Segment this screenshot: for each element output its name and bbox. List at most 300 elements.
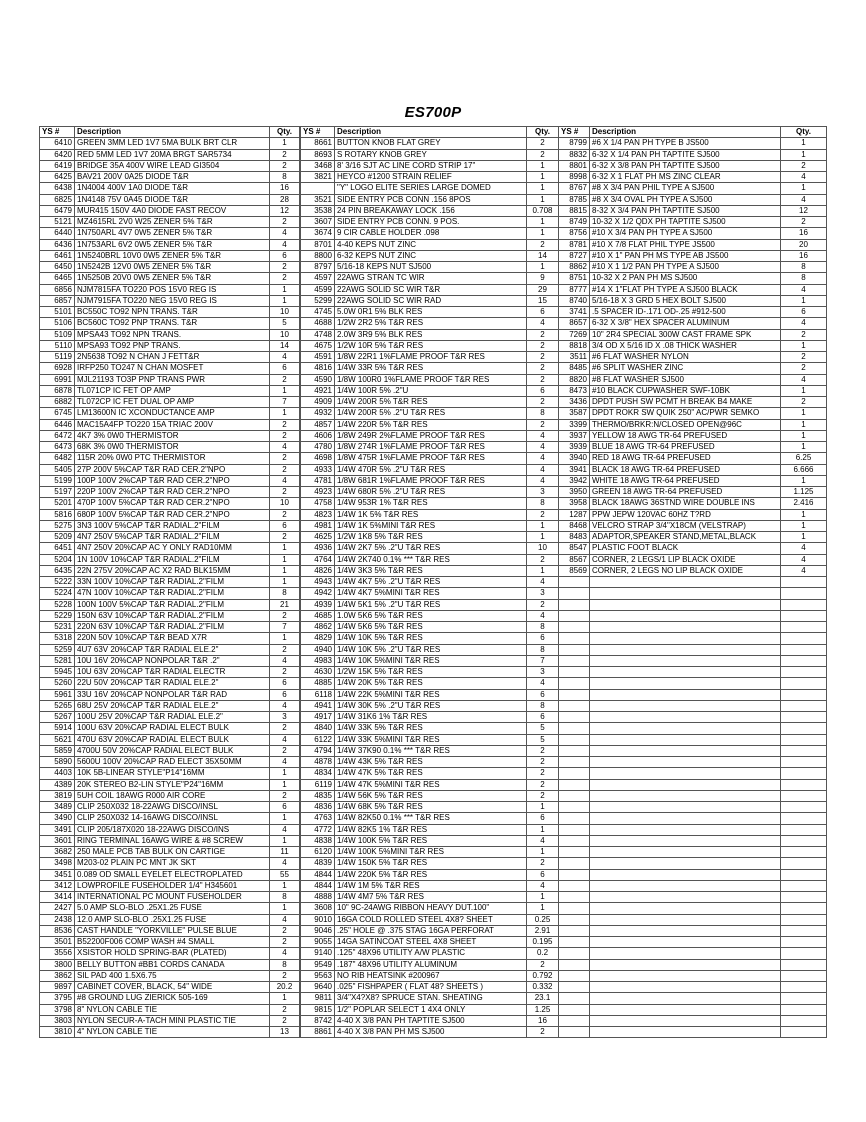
table-row: [40, 892, 300, 903]
quantity: 1: [527, 262, 559, 273]
ys-number: 4688: [301, 318, 335, 329]
ys-number: 5224: [40, 588, 75, 599]
ys-number: [559, 869, 590, 880]
quantity: 28: [270, 194, 300, 205]
part-description: 5.0 AMP SLO-BLO .25X1.25 FUSE: [75, 903, 270, 914]
quantity: 1.125: [781, 487, 827, 498]
table-row: [301, 217, 559, 228]
ys-number: 8801: [559, 160, 590, 171]
table-row: [40, 982, 300, 993]
table-row: [559, 228, 827, 239]
part-description: SIL PAD 400 1.5X6.75: [75, 970, 270, 981]
part-description: 6-32 X 1 FLAT PH MS ZINC CLEAR: [590, 172, 781, 183]
table-row: [40, 194, 300, 205]
quantity: 6: [781, 307, 827, 318]
quantity: 2: [270, 1004, 300, 1015]
part-description: TL071CP IC FET OP AMP: [75, 385, 270, 396]
table-row: [40, 329, 300, 340]
empty-row: [559, 588, 827, 599]
quantity: 4: [781, 543, 827, 554]
part-description: 1/2W 15K 5% T&R RES: [335, 667, 527, 678]
parts-table-2: [300, 126, 559, 1038]
quantity: 4: [527, 430, 559, 441]
table-row: [301, 453, 559, 464]
part-description: [590, 802, 781, 813]
ys-number: 3940: [559, 453, 590, 464]
part-description: NO RIB HEATSINK #200967: [335, 970, 527, 981]
quantity: 6.25: [781, 453, 827, 464]
table-row: [301, 914, 559, 925]
part-description: [590, 937, 781, 948]
quantity: [781, 588, 827, 599]
table-row: [559, 205, 827, 216]
part-description: 22AWG SOLID SC WIR T&R: [335, 284, 527, 295]
quantity: 11: [270, 847, 300, 858]
quantity: 2: [270, 262, 300, 273]
part-description: 1/4W 10K 5% .2"U T&R RES: [335, 644, 527, 655]
quantity: 4: [781, 284, 827, 295]
quantity: 0.708: [527, 205, 559, 216]
part-description: 4-40 X 3/8 PAN PH TAPTITE SJ500: [335, 1015, 527, 1026]
ys-number: [559, 577, 590, 588]
quantity: 12: [781, 205, 827, 216]
quantity: 5: [527, 734, 559, 745]
table-row: [301, 970, 559, 981]
ys-number: [559, 1027, 590, 1038]
quantity: 1: [527, 520, 559, 531]
ys-number: 9140: [301, 948, 335, 959]
empty-row: [559, 610, 827, 621]
ys-number: 6438: [40, 183, 75, 194]
quantity: 2: [270, 970, 300, 981]
table-row: [559, 307, 827, 318]
part-description: 1/4W 1M 5% T&R RES: [335, 880, 527, 891]
part-description: DPDT ROKR SW QUIK 250" AC/PWR SEMKO: [590, 408, 781, 419]
table-row: [301, 295, 559, 306]
ys-number: 8567: [559, 554, 590, 565]
table-row: [301, 194, 559, 205]
part-description: 1/4W 33K 5%MINI T&R RES: [335, 734, 527, 745]
quantity: 4: [270, 239, 300, 250]
table-row: [301, 757, 559, 768]
ys-number: [559, 993, 590, 1004]
qty-header: Qty.: [781, 127, 827, 138]
part-description: 3N3 100V 5%CAP T&R RADIAL.2"FILM: [75, 520, 270, 531]
part-description: 1/4W 100R 5% .2"U: [335, 385, 527, 396]
ys-number: 2438: [40, 914, 75, 925]
quantity: 1: [270, 295, 300, 306]
table-row: [40, 745, 300, 756]
part-description: 4K7 3% 0W0 THERMISTOR: [75, 430, 270, 441]
empty-row: [559, 723, 827, 734]
ys-number: [559, 824, 590, 835]
part-description: 4N7 250V 20%CAP AC Y ONLY RAD10MM: [75, 543, 270, 554]
part-description: [590, 790, 781, 801]
ys-number: 3414: [40, 892, 75, 903]
ys-number: 4764: [301, 554, 335, 565]
quantity: 4: [781, 554, 827, 565]
ys-number: 5405: [40, 464, 75, 475]
part-description: 1/2W 10R 5% T&R RES: [335, 340, 527, 351]
empty-row: [559, 644, 827, 655]
ys-number: 8815: [559, 205, 590, 216]
part-description: 1/4W 3K3 5% T&R RES: [335, 565, 527, 576]
part-description: 1/4W 4K7 5% .2"U T&R RES: [335, 577, 527, 588]
quantity: 2: [527, 397, 559, 408]
quantity: [781, 667, 827, 678]
table-row: [559, 295, 827, 306]
part-description: 1/2W 2R2 5% T&R RES: [335, 318, 527, 329]
table-row: [40, 487, 300, 498]
part-description: B52200F006 COMP WASH #4 SMALL: [75, 937, 270, 948]
table-row: [301, 340, 559, 351]
quantity: 12: [270, 205, 300, 216]
ys-number: 6472: [40, 430, 75, 441]
table-row: [301, 678, 559, 689]
part-description: 10" 2R4 SPECIAL 300W CAST FRAME SPK: [590, 329, 781, 340]
quantity: 2: [270, 745, 300, 756]
ys-number: 8820: [559, 374, 590, 385]
quantity: 1: [270, 543, 300, 554]
table-row: [559, 340, 827, 351]
part-description: 220N 63V 10%CAP T&R RADIAL.2"FILM: [75, 622, 270, 633]
quantity: 4: [527, 318, 559, 329]
quantity: 1: [270, 138, 300, 149]
table-row: [40, 374, 300, 385]
ys-number: 5121: [40, 217, 75, 228]
part-description: 1/4W 953R 1% T&R RES: [335, 498, 527, 509]
quantity: [781, 847, 827, 858]
part-description: 10K 5B-LINEAR STYLE"P14"16MM: [75, 768, 270, 779]
ys-number: 6745: [40, 408, 75, 419]
ys-number: 6450: [40, 262, 75, 273]
table-row: [559, 543, 827, 554]
part-description: BLACK 18 AWG TR-64 PREFUSED: [590, 464, 781, 475]
quantity: 6: [270, 250, 300, 261]
ys-number: 4772: [301, 824, 335, 835]
ys-number: 6119: [301, 779, 335, 790]
quantity: 1: [270, 768, 300, 779]
part-description: HEYCO #1200 STRAIN RELIEF: [335, 172, 527, 183]
table-row: [301, 712, 559, 723]
quantity: 1: [270, 779, 300, 790]
ys-number: 6479: [40, 205, 75, 216]
ys-number: 5197: [40, 487, 75, 498]
part-description: 1N5240BRL 10V0 0W5 ZENER 5% T&R: [75, 250, 270, 261]
ys-number: 3451: [40, 869, 75, 880]
quantity: 2.91: [527, 925, 559, 936]
table-row: [40, 779, 300, 790]
table-row: [301, 880, 559, 891]
quantity: [781, 577, 827, 588]
ys-number: [559, 914, 590, 925]
quantity: [781, 779, 827, 790]
quantity: [781, 633, 827, 644]
part-description: [590, 847, 781, 858]
table-row: [559, 408, 827, 419]
empty-row: [559, 667, 827, 678]
ys-number: 5231: [40, 622, 75, 633]
ys-number: 4698: [301, 453, 335, 464]
quantity: 2: [527, 599, 559, 610]
ys-number: 3862: [40, 970, 75, 981]
ys-number: [559, 835, 590, 846]
ys-number: 3674: [301, 228, 335, 239]
part-description: 3/4"X4?X8? SPRUCE STAN. SHEATING: [335, 993, 527, 1004]
ys-number: 5318: [40, 633, 75, 644]
table-row: [40, 352, 300, 363]
quantity: 2: [270, 509, 300, 520]
quantity: 2: [270, 925, 300, 936]
quantity: 1: [527, 172, 559, 183]
table-row: [40, 498, 300, 509]
ys-number: [559, 667, 590, 678]
ys-number: 2427: [40, 903, 75, 914]
ys-number: 9010: [301, 914, 335, 925]
part-description: [590, 768, 781, 779]
quantity: 4: [527, 577, 559, 588]
table-row: [301, 430, 559, 441]
quantity: 2: [527, 374, 559, 385]
quantity: 7: [270, 397, 300, 408]
part-description: BUTTON KNOB FLAT GREY: [335, 138, 527, 149]
quantity: 1: [527, 847, 559, 858]
quantity: 2: [270, 419, 300, 430]
ys-number: 4981: [301, 520, 335, 531]
ys-number: 6856: [40, 284, 75, 295]
table-row: [559, 374, 827, 385]
ys-number: 8832: [559, 149, 590, 160]
table-row: [301, 397, 559, 408]
quantity: 4: [527, 475, 559, 486]
part-description: 1/4W 20K 5% T&R RES: [335, 678, 527, 689]
empty-row: [559, 925, 827, 936]
part-description: 68U 25V 20%CAP T&R RADIAL ELE.2": [75, 700, 270, 711]
part-description: CLIP 205/187X020 18-22AWG DISCO/INS: [75, 824, 270, 835]
part-description: #8 X 3/4 OVAL PH TYPE A SJ500: [590, 194, 781, 205]
part-description: 47N 100V 10%CAP T&R RADIAL.2"FILM: [75, 588, 270, 599]
parts-column-2: [300, 126, 559, 1038]
table-row: [559, 262, 827, 273]
part-description: [590, 1004, 781, 1015]
ys-number: 4763: [301, 813, 335, 824]
quantity: 1: [781, 419, 827, 430]
table-row: [40, 633, 300, 644]
table-row: [301, 183, 559, 194]
part-description: BELLY BUTTON #BB1 CORDS CANADA: [75, 959, 270, 970]
part-description: CABINET COVER, BLACK, 54" WIDE: [75, 982, 270, 993]
quantity: 2: [527, 329, 559, 340]
part-description: 9 CIR CABLE HOLDER .098: [335, 228, 527, 239]
quantity: 7: [270, 622, 300, 633]
ys-number: 9640: [301, 982, 335, 993]
table-row: [301, 858, 559, 869]
part-description: 1/4W 47K 5% T&R RES: [335, 768, 527, 779]
part-description: SIDE ENTRY PCB CONN. 9 POS.: [335, 217, 527, 228]
part-description: 1/4W 37K90 0.1% *** T&R RES: [335, 745, 527, 756]
quantity: 1: [270, 903, 300, 914]
ys-number: [559, 599, 590, 610]
ys-number: [559, 925, 590, 936]
part-description: 10-32 X 2 PAN PH MS SJ500: [590, 273, 781, 284]
quantity: 2: [270, 937, 300, 948]
table-row: [559, 363, 827, 374]
ys-number: 7269: [559, 329, 590, 340]
ys-number: 6436: [40, 239, 75, 250]
ys-number: 5222: [40, 577, 75, 588]
ys-number: [559, 745, 590, 756]
table-row: [40, 712, 300, 723]
quantity: 1: [781, 295, 827, 306]
part-description: 1/4W 220K 5% T&R RES: [335, 869, 527, 880]
part-description: 1N 100V 10%CAP T&R RADIAL.2"FILM: [75, 554, 270, 565]
part-description: #10 X 1 1/2 PAN PH TYPE A SJ500: [590, 262, 781, 273]
empty-row: [559, 678, 827, 689]
ys-number: 8485: [559, 363, 590, 374]
quantity: 2: [527, 745, 559, 756]
quantity: [781, 1004, 827, 1015]
table-row: [559, 520, 827, 531]
ys-number: 8751: [559, 273, 590, 284]
ys-number: 3511: [559, 352, 590, 363]
table-row: [301, 565, 559, 576]
quantity: [781, 914, 827, 925]
table-row: [559, 397, 827, 408]
table-row: [40, 453, 300, 464]
quantity: 4: [781, 318, 827, 329]
part-description: 10U 16V 20%CAP NONPOLAR T&R .2": [75, 655, 270, 666]
ys-number: [559, 622, 590, 633]
quantity: 10: [270, 307, 300, 318]
table-row: [301, 937, 559, 948]
part-description: THERMO/BRKR:N/CLOSED OPEN@96C: [590, 419, 781, 430]
quantity: 7: [527, 655, 559, 666]
table-row: [40, 959, 300, 970]
table-row: [40, 993, 300, 1004]
ys-number: 8781: [559, 239, 590, 250]
empty-row: [559, 689, 827, 700]
table-row: [301, 993, 559, 1004]
table-row: [40, 385, 300, 396]
ys-number: 6991: [40, 374, 75, 385]
ys-number: 4940: [301, 644, 335, 655]
table-row: [40, 914, 300, 925]
empty-row: [559, 937, 827, 948]
part-description: 8' 3/16 SJT AC LINE CORD STRIP 17": [335, 160, 527, 171]
table-row: [559, 149, 827, 160]
ys-number: [559, 880, 590, 891]
quantity: 1: [781, 532, 827, 543]
empty-row: [559, 790, 827, 801]
table-row: [301, 509, 559, 520]
quantity: 20: [781, 239, 827, 250]
ys-number: 6118: [301, 689, 335, 700]
quantity: 2: [527, 352, 559, 363]
ys-number: 6465: [40, 273, 75, 284]
part-description: #10 BLACK CUPWASHER SWF-10BK: [590, 385, 781, 396]
ys-number: 4748: [301, 329, 335, 340]
empty-row: [559, 858, 827, 869]
ys-number: 4923: [301, 487, 335, 498]
part-description: 115R 20% 0W0 PTC THERMISTOR: [75, 453, 270, 464]
part-description: 12.0 AMP SLO-BLO .25X1.25 FUSE: [75, 914, 270, 925]
quantity: 2: [781, 160, 827, 171]
quantity: 14: [527, 250, 559, 261]
part-description: [590, 723, 781, 734]
ys-number: [559, 588, 590, 599]
quantity: 1: [527, 824, 559, 835]
ys-number: 8862: [559, 262, 590, 273]
ys-number: [559, 959, 590, 970]
table-row: [40, 790, 300, 801]
ys-number: 4878: [301, 757, 335, 768]
ys-number: 6419: [40, 160, 75, 171]
quantity: 2: [527, 509, 559, 520]
ys-number: 4781: [301, 475, 335, 486]
ys-number: 3821: [301, 172, 335, 183]
part-description: #6 SPLIT WASHER ZINC: [590, 363, 781, 374]
table-row: [301, 644, 559, 655]
part-description: [590, 757, 781, 768]
part-description: #10 X 1" PAN PH MS TYPE AB JS500: [590, 250, 781, 261]
table-row: [40, 689, 300, 700]
quantity: 1: [527, 217, 559, 228]
part-description: 250 MALE PCB TAB BULK ON CARTIGE: [75, 847, 270, 858]
quantity: 2: [781, 329, 827, 340]
part-description: 1N4004 400V 1A0 DIODE T&R: [75, 183, 270, 194]
table-row: [301, 487, 559, 498]
quantity: 3: [270, 712, 300, 723]
quantity: 2: [527, 419, 559, 430]
part-description: BRIDGE 35A 400V WIRE LEAD GI3504: [75, 160, 270, 171]
table-row: [40, 554, 300, 565]
ys-number: 6425: [40, 172, 75, 183]
ys-number: 3958: [559, 498, 590, 509]
ys-number: 4606: [301, 430, 335, 441]
ys-number: 4839: [301, 858, 335, 869]
ys-number: [559, 610, 590, 621]
table-row: [40, 475, 300, 486]
table-row: [301, 790, 559, 801]
part-description: [590, 914, 781, 925]
part-description: 1/4W 2K740 0.1% *** T&R RES: [335, 554, 527, 565]
table-row: [40, 723, 300, 734]
part-description: 4U7 63V 20%CAP T&R RADIAL ELE.2": [75, 644, 270, 655]
quantity: 1: [270, 993, 300, 1004]
part-description: BC560C TO92 PNP TRANS. T&R: [75, 318, 270, 329]
table-row: [40, 520, 300, 531]
quantity: 6: [527, 307, 559, 318]
qty-header: Qty.: [527, 127, 559, 138]
ys-number: 4597: [301, 273, 335, 284]
quantity: 4: [270, 228, 300, 239]
table-row: [40, 160, 300, 171]
part-description: 3/4 OD X 5/16 ID X .08 THICK WASHER: [590, 340, 781, 351]
table-row: [559, 318, 827, 329]
empty-row: [559, 768, 827, 779]
table-row: [40, 1015, 300, 1026]
ys-number: [559, 892, 590, 903]
part-description: 2N5638 TO92 N CHAN J FETT&R: [75, 352, 270, 363]
ys-number: 5914: [40, 723, 75, 734]
quantity: 1: [781, 149, 827, 160]
ys-number: 6122: [301, 734, 335, 745]
table-row: [40, 228, 300, 239]
empty-row: [559, 700, 827, 711]
quantity: 2: [270, 217, 300, 228]
table-row: [301, 464, 559, 475]
table-row: [301, 1015, 559, 1026]
